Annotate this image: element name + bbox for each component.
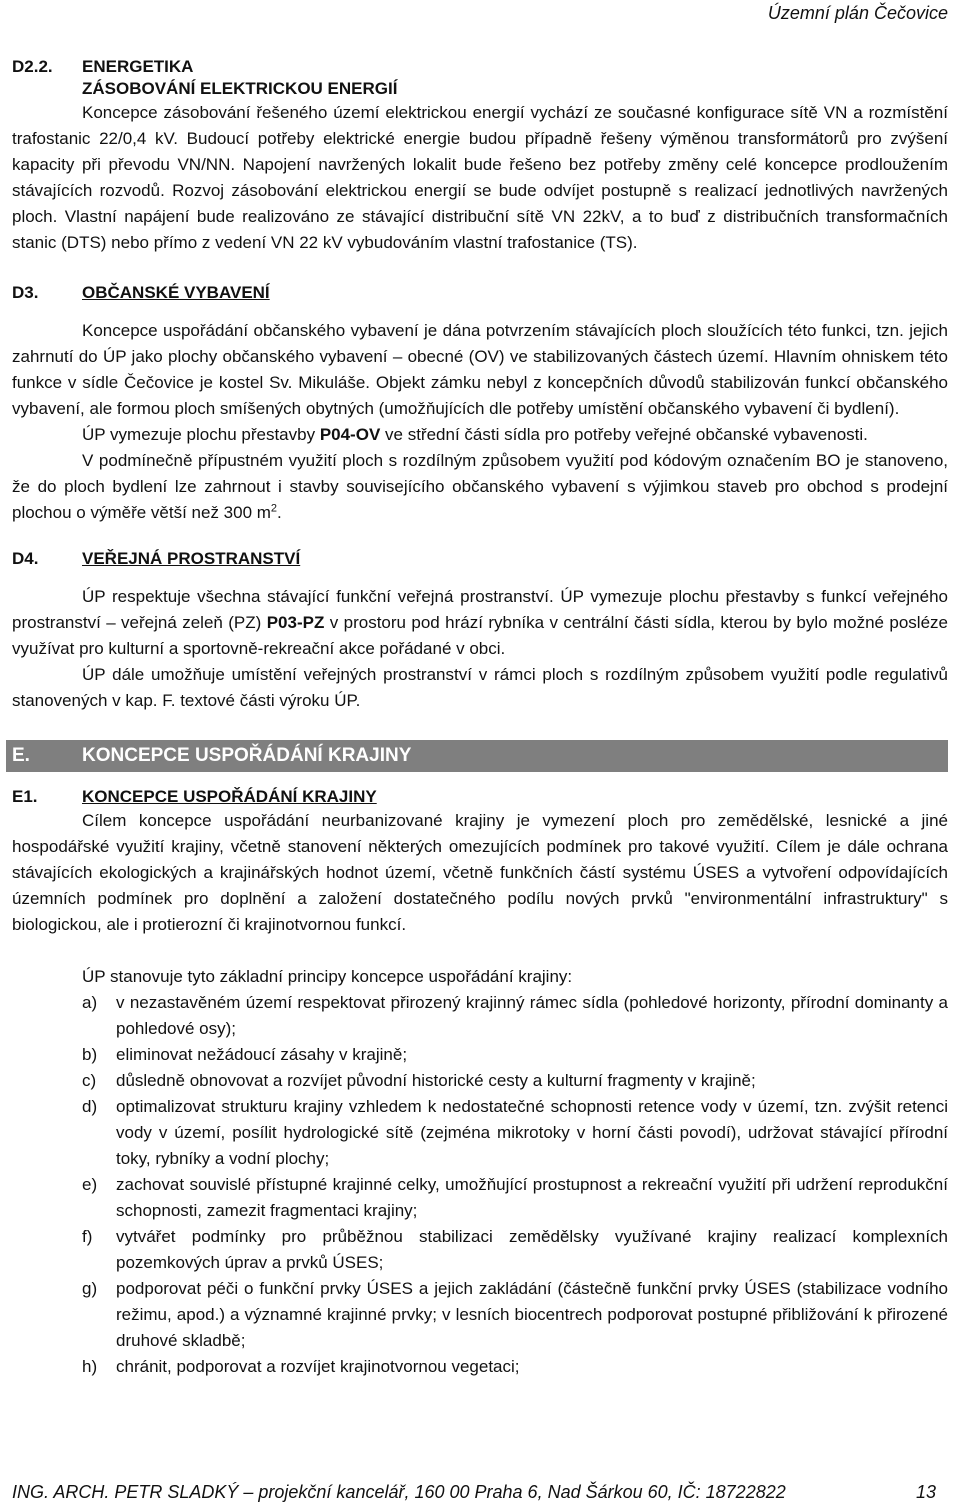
- chapter-number: E.: [12, 745, 30, 766]
- paragraph: Koncepce zásobování řešeného území elektrickou energií vychází ze současné konfigurace sítě VN a rozmístění trafostanic 22/0,4 kV. Budoucí potřeby elektrické energie budou případně řešeny výměnou transformátorů pro zvýšení kapacity při převodu VN/NN. Napojení navržených lokalit bude řešeno bez potřeby změny celé koncepce prodloužením stávajících rozvodů. Rozvoj zásobování elektrickou energií se bude odvíjet postupně s realizací jednotlivých navržených ploch. Vlastní napájení bude realizováno ze stávající distribuční sítě VN 22kV, a to buď z distribučních transformačních stanic (DTS) nebo přímo z vedení VN 22 kV vybudováním vlastní trafostanice (TS).: [12, 103, 948, 252]
- text-run: ve střední části sídla pro potřeby veřejné občanské vybavenosti.: [380, 425, 868, 444]
- section-e1-heading: [12, 786, 948, 808]
- list-item-label: c): [82, 1071, 97, 1090]
- list-item: [82, 1172, 948, 1224]
- chapter-banner: [6, 740, 948, 772]
- section-title: VEŘEJNÁ PROSTRANSTVÍ: [82, 549, 301, 568]
- list-item-text: zachovat souvislé přístupné krajinné celky, umožňující prostupnost a rekreační využití při udržení reprodukční schopnosti, zamezit fragmentaci krajiny;: [116, 1175, 948, 1220]
- section-d3-heading: [12, 282, 948, 304]
- list-item: [82, 1068, 948, 1094]
- paragraph: Cílem koncepce uspořádání neurbanizované krajiny je vymezení ploch pro zemědělské, lesnické a jiné hospodářské využití krajiny, včetně stanovení některých omezujících podmínek pro takové využití. Cílem je dále ochrana stávajících ekologických a krajinářských hodnot území, včetně funkčních částí systému ÚSES a vytvoření odpovídajících územních podmínek pro doplnění a založení dostatečného podílu nových prvků "environmentální infrastruktury" s biologickou, ale i protierozní či krajinotvornou funkcí.: [12, 811, 948, 934]
- list-item-label: e): [82, 1175, 98, 1194]
- paragraph: [12, 448, 948, 526]
- list-item: [82, 1354, 948, 1380]
- page-number: 13: [915, 1482, 936, 1502]
- paragraph: Koncepce uspořádání občanského vybavení je dána potvrzením stávajících ploch sloužících této funkci, tzn. jejich zahrnutí do ÚP jako plochy občanského vybavení – obecné (OV) ve stabilizovaných částech území. Hlavním ohniskem této funkce v sídle Čečovice je kostel Sv. Mikuláše. Objekt zámku nebyl z koncepčních důvodů stabilizován funkcí občanského vybavení, ale formou ploch smíšených obytných (umožňujících dle potřeby umístění občanského vybavení či bydlení).: [12, 321, 948, 418]
- list-item-text: v nezastavěném území respektovat přirozený krajinný rámec sídla (pohledové horizonty, přírodní dominanty a pohledové osy);: [116, 993, 948, 1038]
- principles-list: [82, 990, 948, 1380]
- list-item: [82, 1042, 948, 1068]
- list-item-label: d): [82, 1097, 98, 1116]
- list-item-label: h): [82, 1357, 98, 1376]
- text-run: .: [277, 503, 282, 522]
- list-item-label: f): [82, 1227, 93, 1246]
- list-item-text: vytvářet podmínky pro průběžnou stabilizaci zemědělsky využívané krajiny realizací komplexních pozemkových úprav a prvků ÚSES;: [116, 1227, 948, 1272]
- list-item-label: a): [82, 993, 98, 1012]
- chapter-title: KONCEPCE USPOŘÁDÁNÍ KRAJINY: [82, 745, 412, 766]
- document-body: [12, 56, 948, 1380]
- section-d4-heading: [12, 548, 948, 570]
- plot-code: P03-PZ: [266, 613, 325, 632]
- subsection-title: ZÁSOBOVÁNÍ ELEKTRICKOU ENERGIÍ: [82, 79, 398, 98]
- footer-text: ING. ARCH. PETR SLADKÝ – projekční kancelář, 160 00 Praha 6, Nad Šárkou 60, IČ: 18722822: [12, 1482, 786, 1502]
- paragraph: [12, 584, 948, 662]
- document-header-title: Územní plán Čečovice: [767, 3, 948, 23]
- list-item-text: eliminovat nežádoucí zásahy v krajině;: [116, 1045, 408, 1064]
- list-item-label: g): [82, 1279, 98, 1298]
- list-item-text: podporovat péči o funkční prvky ÚSES a jejich zakládání (částečně funkční prvky ÚSES (stabilizace vodního režimu, apod.) a významné krajinné prvky; v lesních biocentrech podporovat postupné přibližování k přirozené druhové skladbě;: [116, 1279, 948, 1350]
- text-run: V podmínečně přípustném využití ploch s rozdílným způsobem využití pod kódovým označením BO je stanoveno, že do ploch bydlení lze zahrnout i stavby souvisejícího občanského vybavení s výjimkou staveb pro obchod s prodejní plochou o výměře větší než 300 m: [12, 451, 948, 522]
- document-footer: [12, 1482, 936, 1503]
- list-item: [82, 1276, 948, 1354]
- section-number: E1.: [12, 787, 38, 806]
- plot-code: P04-OV: [319, 425, 381, 444]
- principles-intro: ÚP stanovuje tyto základní principy koncepce uspořádání krajiny:: [82, 967, 573, 986]
- section-title: KONCEPCE USPOŘÁDÁNÍ KRAJINY: [82, 787, 377, 806]
- superscript: 2: [270, 502, 278, 515]
- text-run: ÚP vymezuje plochu přestavby: [82, 425, 320, 444]
- section-title: OBČANSKÉ VYBAVENÍ: [82, 283, 270, 302]
- section-number: D2.2.: [12, 57, 53, 76]
- section-title: ENERGETIKA: [82, 57, 194, 76]
- list-item-label: b): [82, 1045, 98, 1064]
- section-d22-heading: [12, 56, 948, 78]
- list-item-text: důsledně obnovovat a rozvíjet původní historické cesty a kulturní fragmenty v krajině;: [116, 1071, 756, 1090]
- list-item-text: chránit, podporovat a rozvíjet krajinotvornou vegetaci;: [116, 1357, 520, 1376]
- list-item: [82, 1094, 948, 1172]
- paragraph: ÚP dále umožňuje umístění veřejných prostranství v rámci ploch s rozdílným způsobem využití podle regulativů stanovených v kap. F. textové části výroku ÚP.: [12, 665, 948, 710]
- list-item: [82, 1224, 948, 1276]
- list-item: [82, 990, 948, 1042]
- text-run: ÚP respektuje všechna stávající funkční veřejná prostranství. ÚP vymezuje plochu přestavby s funkcí veřejného prostranství – veřejná zeleň (PZ): [12, 587, 948, 632]
- section-number: D4.: [12, 549, 39, 568]
- text-run: v prostoru pod hrází rybníka v centrální části sídla, kterou by bylo možné posléze využívat pro kulturní a sportovně-rekreační akce pořádané v obci.: [12, 613, 948, 658]
- section-number: D3.: [12, 283, 39, 302]
- list-item-text: optimalizovat strukturu krajiny vzhledem k nedostatečné schopnosti retence vody v území, tzn. zvýšit retenci vody v území, posílit hydrologické sítě (zejména mikrotoky v horní části povodí), udržovat stávající přírodní toky, rybníky a vodní plochy;: [116, 1097, 948, 1168]
- paragraph: [12, 422, 948, 448]
